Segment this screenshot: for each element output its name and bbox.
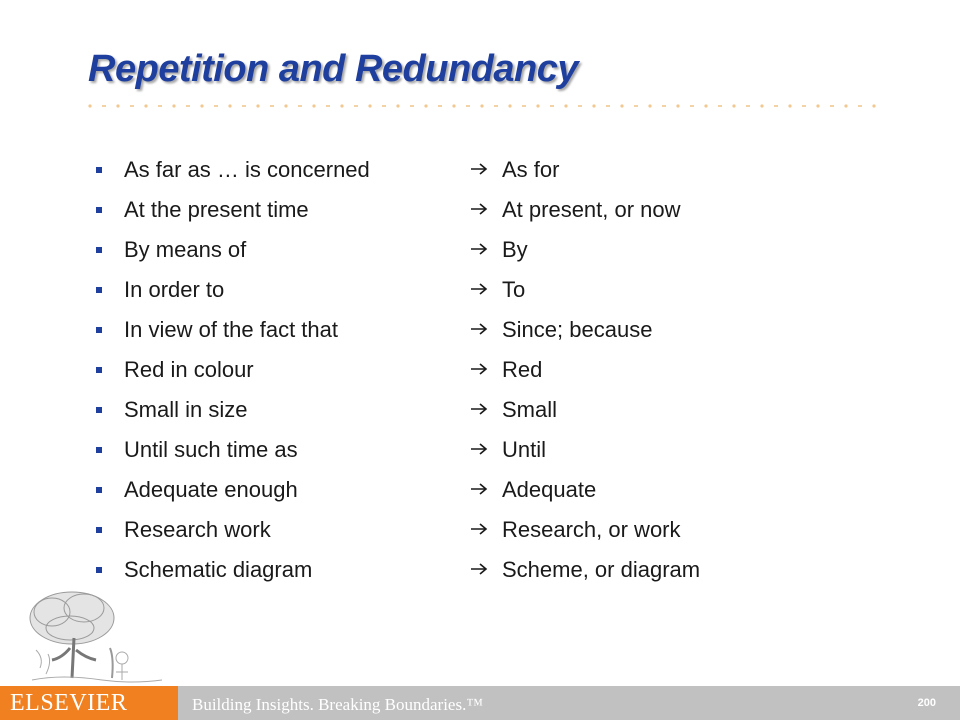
divider-dash — [270, 105, 274, 107]
list-item — [0, 190, 960, 230]
arrow-right-icon — [470, 242, 488, 256]
redundancy-list — [0, 150, 960, 590]
divider-dash — [438, 105, 442, 107]
concise-phrase: As for — [502, 157, 560, 182]
concise-phrase: Red — [502, 357, 543, 382]
bullet-icon — [96, 447, 102, 453]
list-item — [0, 550, 960, 590]
divider-dash — [298, 105, 302, 107]
dotted-divider — [88, 103, 888, 109]
divider-dot — [508, 104, 511, 107]
concise-phrase: Small — [502, 397, 558, 422]
slide-title: Repetition and Redundancy — [88, 48, 578, 90]
concise-phrase: To — [502, 277, 526, 302]
bullet-icon — [96, 407, 102, 413]
elsevier-tree-logo — [22, 588, 172, 686]
divider-dash — [830, 105, 834, 107]
bullet-icon — [96, 207, 102, 213]
bullet-icon — [96, 567, 102, 573]
divider-dot — [732, 104, 735, 107]
divider-dash — [102, 105, 106, 107]
divider-dash — [774, 105, 778, 107]
divider-dot — [480, 104, 483, 107]
arrow-right-icon — [470, 482, 488, 496]
concise-phrase: Until — [502, 437, 547, 462]
divider-dash — [410, 105, 414, 107]
divider-dot — [648, 104, 651, 107]
divider-dot — [200, 104, 203, 107]
divider-dot — [844, 104, 847, 107]
divider-dot — [872, 104, 875, 107]
bullet-icon — [96, 527, 102, 533]
divider-dash — [242, 105, 246, 107]
concise-phrase: Adequate — [502, 477, 597, 502]
divider-dot — [368, 104, 371, 107]
list-item — [0, 510, 960, 550]
list-item — [0, 430, 960, 470]
list-item — [0, 390, 960, 430]
divider-dot — [564, 104, 567, 107]
bullet-icon — [96, 167, 102, 173]
divider-dash — [578, 105, 582, 107]
divider-dot — [592, 104, 595, 107]
bullet-icon — [96, 287, 102, 293]
arrow-right-icon — [470, 162, 488, 176]
divider-dash — [858, 105, 862, 107]
redundant-phrase: Adequate enough — [124, 477, 298, 502]
redundant-phrase: In order to — [124, 277, 225, 302]
divider-dot — [340, 104, 343, 107]
divider-dot — [676, 104, 679, 107]
concise-phrase: By — [502, 237, 528, 262]
divider-dash — [214, 105, 218, 107]
divider-dash — [326, 105, 330, 107]
divider-dash — [494, 105, 498, 107]
arrow-right-icon — [470, 322, 488, 336]
redundant-phrase: Red in colour — [124, 357, 254, 382]
bullet-icon — [96, 327, 102, 333]
divider-dash — [690, 105, 694, 107]
list-item — [0, 310, 960, 350]
divider-dash — [606, 105, 610, 107]
divider-dot — [816, 104, 819, 107]
divider-dash — [354, 105, 358, 107]
concise-phrase: Scheme, or diagram — [502, 557, 701, 582]
arrow-right-icon — [470, 442, 488, 456]
divider-dot — [88, 104, 91, 107]
divider-dash — [802, 105, 806, 107]
divider-dot — [256, 104, 259, 107]
divider-dash — [158, 105, 162, 107]
divider-dot — [704, 104, 707, 107]
divider-dash — [466, 105, 470, 107]
divider-dot — [760, 104, 763, 107]
divider-dash — [746, 105, 750, 107]
divider-dot — [620, 104, 623, 107]
redundant-phrase: Small in size — [124, 397, 248, 422]
list-item — [0, 230, 960, 270]
divider-dot — [452, 104, 455, 107]
divider-dash — [634, 105, 638, 107]
divider-dash — [186, 105, 190, 107]
divider-dash — [522, 105, 526, 107]
list-item — [0, 350, 960, 390]
divider-dot — [396, 104, 399, 107]
divider-dot — [424, 104, 427, 107]
divider-dash — [382, 105, 386, 107]
arrow-right-icon — [470, 562, 488, 576]
arrow-right-icon — [470, 522, 488, 536]
divider-dash — [662, 105, 666, 107]
arrow-right-icon — [470, 282, 488, 296]
redundant-phrase: As far as … is concerned — [124, 157, 370, 182]
redundant-phrase: At the present time — [124, 197, 309, 222]
footer-tagline: Building Insights. Breaking Boundaries.™ — [192, 695, 484, 714]
page-number: 200 — [917, 697, 936, 709]
divider-dot — [284, 104, 287, 107]
arrow-right-icon — [470, 202, 488, 216]
list-item — [0, 150, 960, 190]
bullet-icon — [96, 487, 102, 493]
divider-dash — [550, 105, 554, 107]
divider-dot — [116, 104, 119, 107]
redundant-phrase: In view of the fact that — [124, 317, 339, 342]
bullet-icon — [96, 247, 102, 253]
bullet-icon — [96, 367, 102, 373]
divider-dot — [172, 104, 175, 107]
divider-dash — [130, 105, 134, 107]
concise-phrase: At present, or now — [502, 197, 681, 222]
list-item — [0, 470, 960, 510]
redundant-phrase: By means of — [124, 237, 247, 262]
divider-dot — [312, 104, 315, 107]
list-item — [0, 270, 960, 310]
arrow-right-icon — [470, 362, 488, 376]
redundant-phrase: Until such time as — [124, 437, 298, 462]
redundant-phrase: Schematic diagram — [124, 557, 313, 582]
divider-dot — [788, 104, 791, 107]
concise-phrase: Research, or work — [502, 517, 681, 542]
redundant-phrase: Research work — [124, 517, 271, 542]
concise-phrase: Since; because — [502, 317, 653, 342]
divider-dot — [536, 104, 539, 107]
arrow-right-icon — [470, 402, 488, 416]
divider-dot — [228, 104, 231, 107]
divider-dot — [144, 104, 147, 107]
divider-dash — [718, 105, 722, 107]
elsevier-logo-text: ELSEVIER — [10, 690, 128, 716]
